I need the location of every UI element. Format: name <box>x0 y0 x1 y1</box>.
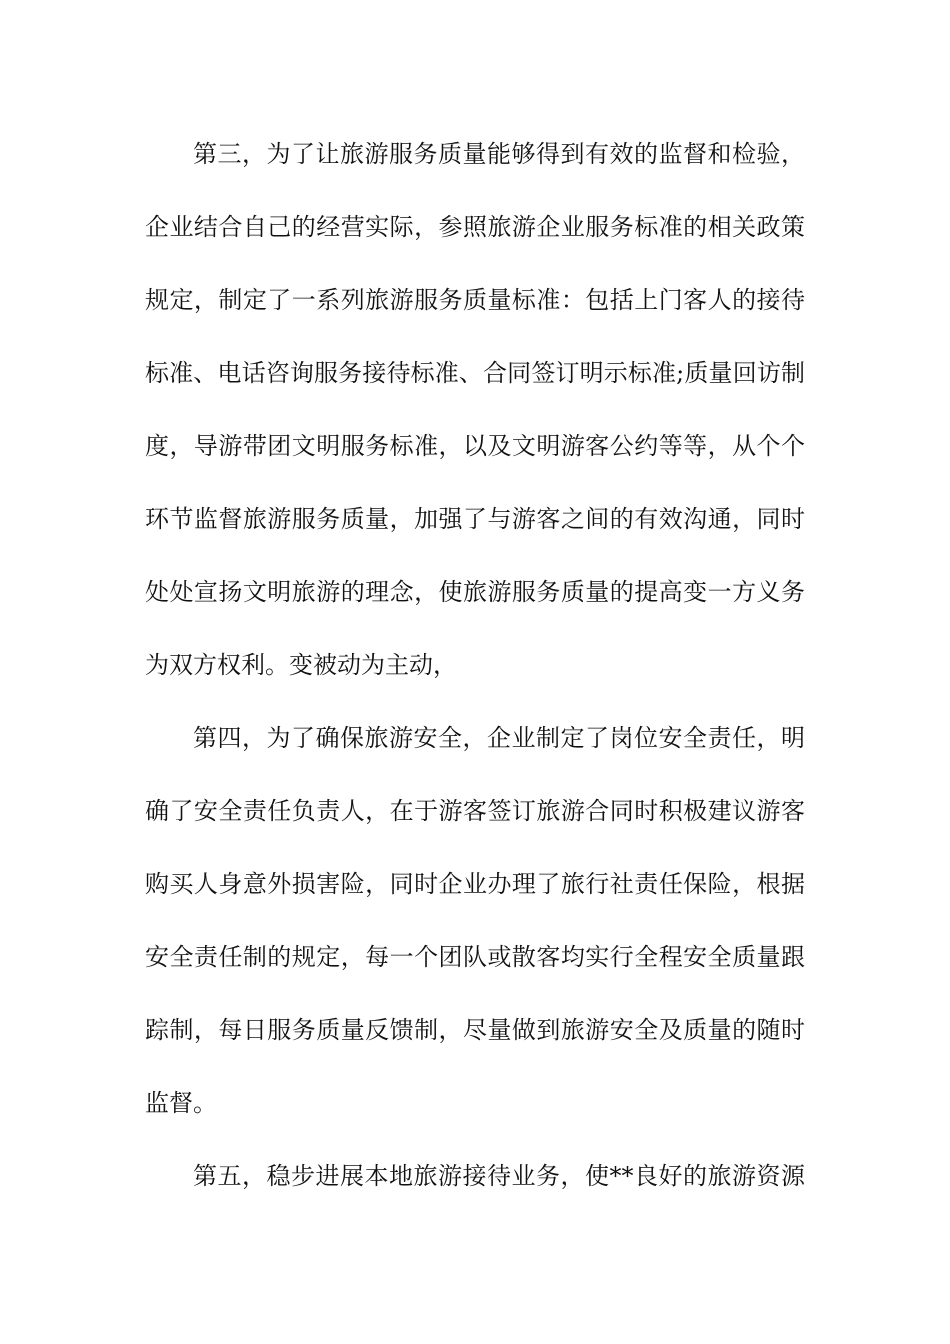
paragraph-4-line-6: 监督。 <box>145 1089 217 1117</box>
paragraph-3-line-4: 标准、电话咨询服务接待标准、合同签订明示标准;质量回访制 <box>145 359 805 387</box>
paragraph-3-line-5: 度，导游带团文明服务标准，以及文明游客公约等等，从个个 <box>145 432 805 460</box>
paragraph-3-line-8: 为双方权利。变被动为主动， <box>145 651 457 679</box>
paragraph-4-line-2: 确了安全责任负责人，在于游客签订旅游合同时积极建议游客 <box>145 797 805 825</box>
paragraph-4-line-5: 踪制，每日服务质量反馈制，尽量做到旅游安全及质量的随时 <box>145 1016 805 1044</box>
paragraph-3-line-6: 环节监督旅游服务质量，加强了与游客之间的有效沟通，同时 <box>145 505 805 533</box>
paragraph-3-line-7: 处处宣扬文明旅游的理念，使旅游服务质量的提高变一方义务 <box>145 578 805 606</box>
paragraph-3-line-2: 企业结合自己的经营实际，参照旅游企业服务标准的相关政策 <box>145 213 805 241</box>
paragraph-3-line-3: 规定，制定了一系列旅游服务质量标准：包括上门客人的接待 <box>145 286 805 314</box>
paragraph-4-line-4: 安全责任制的规定，每一个团队或散客均实行全程安全质量跟 <box>145 943 805 971</box>
paragraph-4-line-1: 第四，为了确保旅游安全，企业制定了岗位安全责任，明 <box>193 724 805 752</box>
paragraph-4-line-3: 购买人身意外损害险，同时企业办理了旅行社责任保险，根据 <box>145 870 805 898</box>
paragraph-3-line-1: 第三，为了让旅游服务质量能够得到有效的监督和检验， <box>193 140 805 168</box>
paragraph-5-line-1: 第五，稳步进展本地旅游接待业务，使**良好的旅游资源 <box>193 1162 805 1190</box>
